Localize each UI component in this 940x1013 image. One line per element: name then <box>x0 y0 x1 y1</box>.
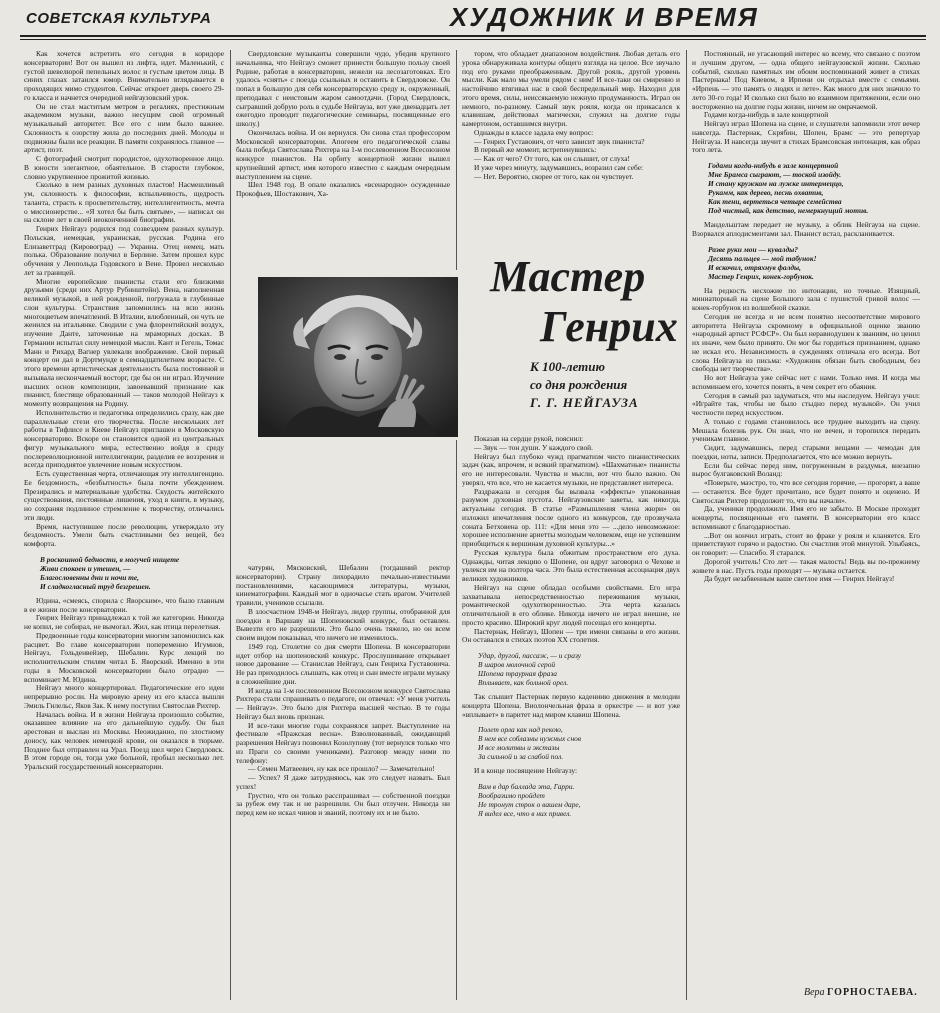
poem-excerpt <box>478 782 680 818</box>
subheadline-line-2: со дня рождения <box>530 377 628 392</box>
paragraph: Если бы сейчас перед ним, погруженным в раздумья, внезапно вырос булгаковский Воланд: <box>692 460 920 479</box>
verse-line: В шаров молочной серой <box>478 660 556 669</box>
verse-line: Удар, другой, пассаж, — и сразу <box>478 651 582 660</box>
article-column-3-bottom <box>462 435 680 1003</box>
paragraph: Свердловские музыканты совершили чудо, убедив крупного начальника, что Нейгауз сможет принести большую пользу своей Родине, работая в консерватории, нежели на лесозаготовках. Его удалось «снять» с поезда ссыльных и оставить в Свердловске. Он попал в большую для себя консерваторскую среду и, окруженный, преподавал с неистовым жаром самоотдачи. (Город Свердловск, сыгравший добрую роль в судьбе Нейгауза, вот уже двенадцать лет ежегодно проводит педагогические семинары, посвященные его школу.) <box>236 50 450 128</box>
paragraph: В первый же момент, встрепенувшись: <box>474 145 597 155</box>
paragraph: Исполнительство и педагогика определились сразу, как две параллельные стези его творчества. После нескольких лет работы в Тифлисе и Киеве Нейгауз приглашен в Московскую консерваторию. Вскоре он становится одной из центральных фигур музыкального мира, естественно войдя в среду послереволюционной интеллигенции, разделив ее воззрения и всегда приподнятое увлечение новым искусством. <box>24 407 224 470</box>
verse-line: И все молитвы и экстазы <box>478 743 560 753</box>
paragraph: Нейгауз много концертировал. Педагогические его идеи непрерывно росли. На мировую арену из его класса вышли Эмиль Гилельс, Яков Зак. К нему поступил Святослав Рихтер. <box>24 683 224 710</box>
column-divider <box>230 50 231 1000</box>
paragraph: Однажды в классе задала ему вопрос: <box>474 127 594 137</box>
paragraph: Генрих Нейгауз родился под созвездием разных культур. Польская, немецкая, украинская, русская. Родина его Елизаветград (Кировоград) — Украина. Отец немец, мать полька. Образование получил в Берлине. Затем прошел курс обучения у Леопольда Годовского в Вене. Провел несколько лет за границей. <box>24 224 224 277</box>
paragraph: — Генрих Густавович, от чего зависит звук пианиста? <box>474 136 645 146</box>
subheadline-line-1: К 100-летию <box>530 359 605 374</box>
column-divider <box>456 440 457 1000</box>
verse-line: Мастер Генрих, конек-горбунок. <box>708 271 814 281</box>
paragraph: Нейгауз играл Шопена на сцене, и слушатели запомнили этот вечер навсегда. Пастернак, Скрябин, Шопен, Брамс — это репертуар Нейгауза. И навсегда звучит в стихах Брамсовская интонация, как образ того лета. <box>692 119 920 155</box>
paragraph: чатурян, Мясковский, Шебалин (тогдашний ректор консерватории). Страну лихорадило печально-известными постановлениями, касающимися литературы, музыки, кинематографии. Каждый мог в одночасье стать врагом. Учителей травили, учеников ссылали. <box>236 564 450 607</box>
section-title: ХУДОЖНИК И ВРЕМЯ <box>450 2 759 32</box>
paragraph: Время, наступившее после революции, утверждало эту бездомность. Умели быть счастливыми без вещей, без комфорта. <box>24 521 224 548</box>
paragraph: Пастернак, Нейгауз, Шопен — три имени связаны в его жизни. Он оставался в стихах поэтов XX столетия. <box>462 626 680 645</box>
verse-line: Шопена траурная фраза <box>478 669 557 678</box>
paragraph: Предвоенные годы консерватории многим запомнились как расцвет. Во главе консерватории попеременно Игумнов, Нейгауз, Гольденвейзер, Шебалин. Курс лекций по исполнительским стилям читал Б. Яворский. Именно в эти годы в Московской консерватории было отрадно — вспоминает М. Юдина. <box>24 630 224 684</box>
paragraph: Грустно, что он только расспрашивал — собственной поездки за рубеж ему так и не разрешили. Он был отлучен. Никогда ни перед кем не искал чинов и званий, поэтому их и не было. <box>236 790 450 817</box>
verse-line: И вскочил, отряхнув фалды, <box>708 262 802 272</box>
paragraph: Русская культура была обжитым пространством его духа. Однажды, читая лекцию о Шопене, он вдруг заговорил о Чехове и увлекся им на полтора часа. Это была естественная ассоциация двух великих художников. <box>462 547 680 583</box>
paragraph: А только с годами становилось все труднее выходить на сцену. Мешала болезнь рук. Он знал, что не вечен, и торопился передать ученикам главное. <box>692 416 920 444</box>
article-column-1 <box>24 50 224 1002</box>
verse-line: И стану кружком на лужке интермеццо, <box>708 179 844 188</box>
paragraph: Показав на сердце рукой, пояснил: <box>474 435 584 443</box>
paragraph: Мандельштам передает не музыку, а облик Нейгауза на сцене. Взорвался аплодисментами зал. Пианист встал, раскланивается. <box>692 220 920 238</box>
verse-line: И сладкогласный труд безгрешен. <box>40 581 151 591</box>
verse-line: В роскошной бедности, в могучей нищете <box>40 554 180 564</box>
poem-excerpt <box>708 245 920 281</box>
paragraph: — Нет. Вероятно, скорее от того, как он чувствует. <box>474 171 634 181</box>
newspaper-name: СОВЕТСКАЯ КУЛЬТУРА <box>26 10 212 27</box>
paragraph: Он не стал маститым метром в регалиях, престижным академиком музыки, важно несущим свой огромный музыкальный авторитет. Все его с ним было важнее. Склонность к озорству жила до последних дней. Молоды и подвижны были все реакции. В памяти сохранялось главное — артист, поэт. <box>24 101 224 155</box>
paragraph: И уже через минуту, задумавшись, возразил сам себе: <box>474 162 644 172</box>
verse-line: Мне Брамса сыграют, — тоской изойду. <box>708 170 842 179</box>
paragraph: ...Вот он кончил играть, стоит во фраке у рояля и кланяется. Его приветствуют горячо и радостно. Он счастлив этой минутой. Улыбаясь, он говорит: — Спасибо. Я старался. <box>692 530 920 557</box>
paragraph: Шел 1948 год. В опале оказались «всенародно» осужденные Прокофьев, Шостакович, Ха- <box>236 180 450 198</box>
subheadline-name: Г. Г. НЕЙГАУЗА <box>530 395 639 410</box>
header-rule-thin <box>20 39 926 40</box>
paragraph: С фотографий смотрит породистое, одухотворенное лицо. В юности элегантное, обаятельное. В старости глубокое, словно укрупненное прожитой жизнью. <box>24 154 224 181</box>
verse-line: Не тронут строк о вашем даре, <box>478 800 581 809</box>
paragraph: Сегодня в самый раз задуматься, что мы наследуем. Нейгауз учил: «Играйте так, чтобы не было стыдно перед музыкой». Он учил честности перед искусством. <box>692 390 920 417</box>
verse-line: Десять пальцев — мой табунок! <box>708 253 817 263</box>
poem-excerpt <box>478 725 680 761</box>
poem-excerpt <box>708 161 920 215</box>
paragraph: Сидит, задумавшись, перед старыми вещами — чемодан для поездки, ноты, записи. Предполагается, что все можно вернуть. <box>692 443 920 461</box>
paragraph: Юдина, «смеясь, спорила с Яворским», что было главным в ее жизни после консерватории. <box>24 595 224 614</box>
paragraph: Так слышит Пастернак первую кадениию движения в мелодии концерта Шопена. Виолончельная фраза в оркестре — и вот уже «вплывает» в паритет над миром клавиш Шопена. <box>462 692 680 719</box>
paragraph: Как хочется встретить его сегодня в коридоре консерватории! Вот он вышел из лифта, идет. Маленький, с густой шевелюрой пепельных волос и густым цветом лица. В синих глазах затаился юмор. Внимательно вглядывается в проходящих мимо студентов. Сейчас откроет дверь своего 29-го класса и начнется очередной нейгаузовский урок. <box>24 50 224 102</box>
verse-line: Рукамм, как дерево, песнь охватив, <box>708 188 824 197</box>
paragraph: Нейгауз на сцене обладал особыми свойствами. Его игра захватывала непосредственностью переживания музыки, романтической одухотворенностью. Эта черта казалась отличительной в его облике. Никогда ничего не играл внешне, не просто красиво. Широкий круг людей посещал его концерты. <box>462 582 680 627</box>
paragraph: На редкость несхожие по интонации, но точные. Изящный, миниатюрный на сцене Большого зала с пушистой гривой волос — конек-горбунок из волшебной сказки. <box>692 285 920 312</box>
headline-line-1: Мастер <box>490 252 646 301</box>
column-divider <box>456 50 457 270</box>
poem-excerpt <box>40 555 224 591</box>
paragraph: — Как от чего? От того, как он слышит, от слуха! <box>474 154 630 163</box>
portrait-photo <box>258 277 458 437</box>
verse-line: В нем все соблазны нужных снов <box>478 734 582 744</box>
paragraph: Дорогой учитель! Сто лет — такая малость! Ведь вы по-прежнему живете в нас. Пусть годы проходят — музыка остается. <box>692 556 920 575</box>
portrait-illustration <box>258 277 458 437</box>
verse-line: Как тени, вертеться четыре семейства <box>708 197 842 206</box>
author-first-name: Вера <box>804 987 825 998</box>
article-column-4 <box>692 50 920 1010</box>
paragraph: — Успех? Я даже затрудняюсь, как это следует назвать. Был успех! <box>236 773 450 791</box>
paragraph: Сегодня не всегда и не всем понятно несоответствие мирового авторитета Нейгауза скромному в официальной оценке званию «народный артист РСФСР». Он был неравнодушен к званиям, но ценил их иначе, чем было принято. Он мог бы гордиться признанием, однако не искал его. Независимость в суждениях отличала его всегда. Вот слова Нейгауза из письма: «Художник обязан быть свободным, без свободы нет творчества». <box>692 311 920 374</box>
paragraph: Сколько в нем разных духовных пластов! Насмешливый ум, склонность к философии, вспыльчивость, щедрость таланта, страсть к просветительству, интеллигентность, мечта о миссионерстве... «Я хотел бы быть святым», — написал он на склоне лет в своей неоконченной биографии. <box>24 180 224 225</box>
subheadline <box>530 358 680 412</box>
paragraph: И в конце посвящение Нейгаузу: <box>474 766 578 776</box>
paragraph: Нейгауз был глубоко чужд прагматизм чисто пианистических задач (как, впрочем, и всякий прагматизм). «Шахматные» пианисты его не интересовали. Чувства и мысли, вот что было важно. Он уверял, что все, что не касается музыки, не представляет интереса. <box>462 451 680 487</box>
paragraph: — Семен Матвеевич, ну как все прошло? — Замечательно! <box>248 764 435 774</box>
paragraph: И все-таки многие годы сохранялся запрет. Выступление на фестивале «Пражская весна». Взволнованный, ожидающий разрешения Нейгауз позвонил Козолупову (тот вернулся только что из Праги со своими учениками). Разговор между ними по телефону: <box>236 720 450 765</box>
verse-line: Годами когда-нибудь в зале концертной <box>708 161 839 170</box>
paragraph: Да будет незабвенным ваше светлое имя — Генрих Нейгауз! <box>704 574 895 584</box>
paragraph: Постоянный, не угасающий интерес ко всему, что связано с поэтом и лучшим другом, — одна общего нейгаузовской жизни. Сколько событий, сколько памятных им обоим воспоминаний живет в стихах Пастернака! Под Киевом, в Ирпени он отдыхал вместе с семьями. «Ирпень — это память о людях и лете». Как много для них значило то лето 30-го года! И сколько сил было во взаимном притяжении, если оно восторженно на долгие годы жизни, ничем не омрачаемой. <box>692 50 920 111</box>
verse-line: Вообразимо пройдет <box>478 791 545 800</box>
col1-paragraphs <box>24 50 224 549</box>
headline <box>490 252 680 352</box>
paragraph: Генрих Нейгауз принадлежал к той же категории. Никогда не копил, не собирал, не вымогал. Жил, как птица перелетная. <box>24 613 224 631</box>
paragraph: Есть существенная черта, отличающая эту интеллигенцию. Ее бездомность, «безбытность» была почти убеждением. Презирались и материальные удобства. Скудость житейского существования, постоянные лишения, уход в книги, в музыку, но сохраняя подлинное стремление к творчеству, отличались эти люди. <box>24 469 224 522</box>
headline-block <box>470 230 680 420</box>
author-last-name: ГОРНОСТАЕВА. <box>827 987 918 998</box>
verse-line: Под чистый, как детство, немеркнущий мотив. <box>708 206 869 215</box>
author-byline <box>804 987 918 998</box>
verse-line: Разве руки мои — кувалды? <box>708 244 798 254</box>
article-column-2-bottom <box>236 564 450 1004</box>
paragraph: Началась война. И в жизни Нейгауза произошло событие, оказавшее влияние на его дальнейшую судьбу. Он был арестован и выслан из Москвы. Неожиданно, по злостному доносу, как человек немецкой крови, он оказался в тюрьме. Позднее был отправлен на Урал. Поезд шел через Свердловск. В этом городе он, тогда уже больной, пробыл несколько лет. Уральский государственный консерватории. <box>24 709 224 771</box>
paragraph: «Поверьте, маэстро, то, что все сегодня горячие, — прогорят, а ваше — останется. Все будет прочитано, все будет понято и оценено. И Святослав Рихтер продолжит то, что вы начали». <box>692 478 920 505</box>
verse-line: Благословенны дни и ночи те, <box>40 572 139 582</box>
headline-line-2: Генрих <box>540 302 678 351</box>
verse-line: Вплывает, как больной орел. <box>478 678 569 687</box>
paragraph: тором, что обладает диапазоном воздействия. Любая деталь его урока обнаруживала контуры общего взгляда на целое. Все звучало под его руками преображенным. Другой рояль, другой уровень мысли. Как мало мы умели рядом с ним! И все-таки он смиренно и настойчиво втягивал нас в свой беспредельный мир. Находил для этого время, силы, неиссякаемую нежную продуманность. Играл он немного, по-разному. Самый звук рояля, когда он прикасался к клавишам, действовал магически, служил на долгие годы камертоном, оставшимся внутри. <box>462 50 680 128</box>
col1-paragraphs-after <box>24 597 224 772</box>
paragraph: Годами когда-нибудь в зале концертной <box>704 110 829 120</box>
paragraph: Да, ученики продолжили. Имя его не забыто. В Москве проходят концерты, посвященные его памяти. В консерватории его класс вспоминают с благодарностью. <box>692 504 920 531</box>
paragraph: Окончилась война. И он вернулся. Он снова стал профессором Московской консерватории. Апогеем его педагогической славы была победа Святослава Рихтера на 1-м послевоенном Всесоюзном конкурсе пианистов. На орбиту концертной жизни вышел крупнейший артист, имя которого известно с каждым очередным выступлением на сцене. <box>236 127 450 181</box>
header-rule <box>20 35 926 37</box>
column-divider <box>686 50 687 1000</box>
verse-line: Живи спокоен и утешен, — <box>40 563 131 573</box>
verse-line: Полет орла как над рекою, <box>478 725 563 735</box>
paragraph: И когда на 1-м послевоенном Всесоюзном конкурсе Святослава Рихтера стали спрашивать о педагоге, он отвечал: «У меня учитель — Нейгауз». Это было для Рихтера высшей честью. В те годы Нейгауз был вновь признан. <box>236 685 450 721</box>
verse-line: Я видел все, что в них привел. <box>478 809 572 818</box>
article-column-2-top <box>236 50 450 268</box>
paragraph: В злосчастном 1948-м Нейгауз, лидер группы, отобранной для поездки в Варшаву на Шопеновский конкурс, был оставлен. Вывезти его не разрешили. Это было очень тяжело, но он всем своим видом показывал, что ничего не изменилось. <box>236 606 450 642</box>
paragraph: Но вот Нейгауза уже сейчас нет с нами. Только имя. И когда мы вспоминаем его, хочется понять, в чем секрет его обаяния. <box>692 373 920 391</box>
poem-excerpt <box>478 651 680 687</box>
paragraph: Раздражала и сегодня бы вызвала «эффекты» упакованная разумом духовная пустота. Нейгаузовские заветы, как никогда, актуальны сегодня. В статье «Размышления члена жюри» он изложил впечатления после одного из конкурсов, где прозвучала соната Бетховена ор. 111: «Для меня это — ...дело невозможное: хорошее исполнение ариетты молодым человеком, еще не успевшим приобщиться к вершинам духовной культуры...» <box>462 486 680 548</box>
verse-line: За сильной и за слабой пол. <box>478 752 564 762</box>
paragraph: — Звук — тон души. У каждого свой. <box>474 442 593 452</box>
paragraph: 1949 год. Столетие со дня смерти Шопена. В консерватории идет отбор на шопеновский конкурс. Прослушивание открывает новое дарование — Станислав Нейгауз, сын Генриха Густавовича. Не раз приходилось слышать, как отец и сын вместе играли музыку в сложнейшие дни. <box>236 641 450 686</box>
paragraph: Многие европейские пианисты стали его близкими друзьями (среди них Артур Рубинштейн). Вена, наполненная великой музыкой, в ней рожденной, погружала в глубинные слои культуры. Странствия запомнились на всю жизнь многоцветьем впечатлений. В Италии, влюбленный, он чуть не женился на итальянке. Сводили с ума флорентийский воздух, изучение Данте, заточенные на мраморных досках. В Германии испытал силу немецкой мысли. Кант и Гегель, Томас Манн и Рихард Вагнер увлекали воображение. Свой первый концерт он дал в Дортмунде в семнадцатилетнем возрасте. С этого времени артистическая деятельность была постоянной и вызывала нескончаемый восторг, где бы он ни играл. Изучение высших основ композиции, завоевавший признание как пианист, блестяще образованный — таков молодой Нейгауз к моменту возвращения на Родину. <box>24 276 224 408</box>
verse-line: Вам в дар баллада эта, Гарри. <box>478 782 575 791</box>
